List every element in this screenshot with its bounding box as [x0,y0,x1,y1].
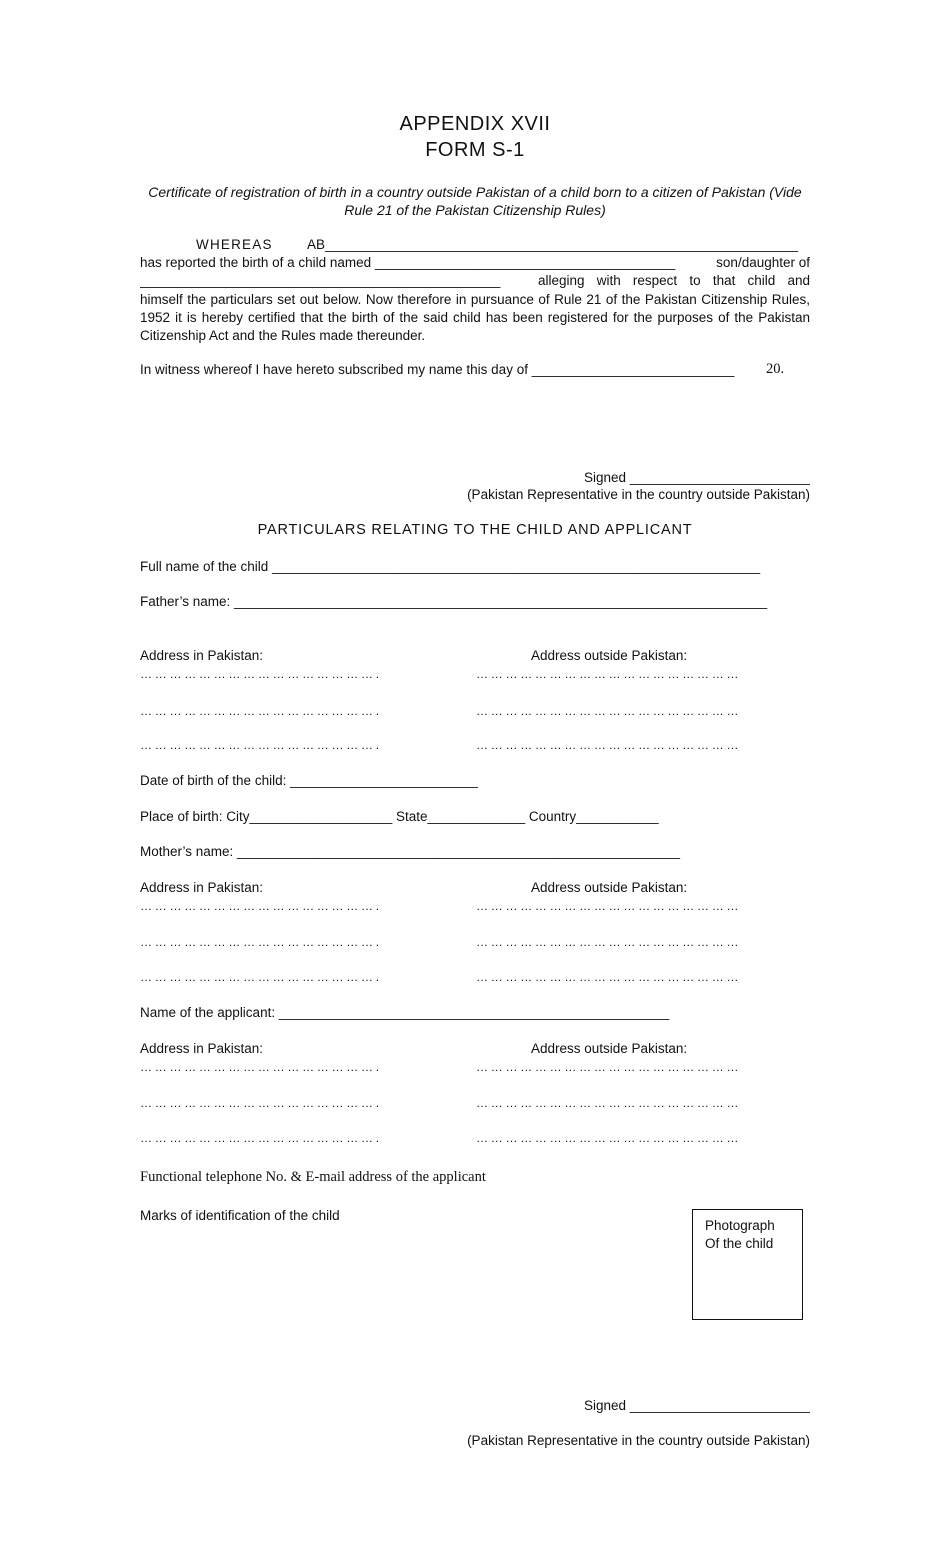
representative-label-bottom: (Pakistan Representative in the country outside Pakistan) [467,1433,810,1448]
son-daughter-label: son/daughter of [716,255,810,270]
particulars-heading: PARTICULARS RELATING TO THE CHILD AND APPLICANT [257,522,693,538]
father-address-outside-line-3[interactable]: … … … … … … … … … … … … … … … … … … [476,738,739,752]
father-name-field[interactable]: Father’s name: _______________________________________________________________________ [140,594,768,609]
witness-date-field[interactable]: In witness whereof I have hereto subscribed my name this day of ___________________________ [140,362,735,377]
mother-address-pakistan-line-2[interactable]: … … … … … … … … … … … … … … … … . [140,935,379,949]
applicant-address-outside-line-1[interactable]: … … … … … … … … … … … … … … … … … … [476,1060,739,1074]
applicant-address-outside-line-3[interactable]: … … … … … … … … … … … … … … … … … … [476,1131,739,1145]
father-address-pakistan-line-2[interactable]: … … … … … … … … … … … … … … … … . [140,704,379,718]
ab-field[interactable]: AB_______________________________________________________________ [307,237,799,252]
father-address-pakistan-line-3[interactable]: … … … … … … … … … … … … … … … … . [140,738,379,752]
mother-address-pakistan-label: Address in Pakistan: [140,880,264,895]
applicant-address-pakistan-line-3[interactable]: … … … … … … … … … … … … … … … … . [140,1131,379,1145]
whereas-label: WHEREAS [196,237,273,252]
father-address-pakistan-label: Address in Pakistan: [140,648,264,663]
father-address-outside-label: Address outside Pakistan: [531,648,688,663]
mother-address-pakistan-line-3[interactable]: … … … … … … … … … … … … … … … … . [140,970,379,984]
identification-marks-label: Marks of identification of the child [140,1208,340,1223]
certificate-body: himself the particulars set out below. Now therefore in pursuance of Rule 21 of the Pakistan Citizenship Rules, 1952 it is hereby certified that the birth of the said child has been registered for the purposes of the Pakistan Citizenship Act and the Rules made thereunder. [140,292,810,343]
mother-address-outside-line-3[interactable]: … … … … … … … … … … … … … … … … … … [476,970,739,984]
telephone-email-label: Functional telephone No. & E-mail address of the applicant [140,1169,486,1185]
applicant-name-field[interactable]: Name of the applicant: ____________________________________________________ [140,1005,670,1020]
child-photograph-box: Photograph Of the child [692,1209,803,1320]
representative-label-top: (Pakistan Representative in the country outside Pakistan) [467,487,810,502]
mother-address-outside-line-1[interactable]: … … … … … … … … … … … … … … … … … … [476,899,739,913]
father-address-outside-line-2[interactable]: … … … … … … … … … … … … … … … … … … [476,704,739,718]
mother-address-outside-line-2[interactable]: … … … … … … … … … … … … … … … … … … [476,935,739,949]
applicant-address-pakistan-line-2[interactable]: … … … … … … … … … … … … … … … … . [140,1096,379,1110]
applicant-address-outside-line-2[interactable]: … … … … … … … … … … … … … … … … … … [476,1096,739,1110]
child-named-field[interactable]: has reported the birth of a child named ________________________________________ [140,255,676,270]
signed-field-top[interactable]: Signed ________________________ [584,470,810,485]
alleging-text: alleging with respect to that child and [538,273,810,288]
signed-field-bottom[interactable]: Signed ________________________ [584,1398,810,1413]
form-subtitle: Certificate of registration of birth in a country outside Pakistan of a child born to a citizen of Pakistan (Vide Rule 21 of the Pakistan Citizenship Rules) [148,184,802,218]
place-of-birth-field[interactable]: Place of birth: City___________________ State_____________ Country___________ [140,809,659,824]
applicant-address-pakistan-line-1[interactable]: … … … … … … … … … … … … … … … … . [140,1060,379,1074]
year-label: 20. [766,361,785,377]
mother-address-outside-label: Address outside Pakistan: [531,880,688,895]
applicant-address-outside-label: Address outside Pakistan: [531,1041,688,1056]
mother-name-field[interactable]: Mother’s name: ___________________________________________________________ [140,844,681,859]
form-title: FORM S-1 [425,139,525,161]
father-address-pakistan-line-1[interactable]: … … … … … … … … … … … … … … … … . [140,667,379,681]
date-of-birth-field[interactable]: Date of birth of the child: _________________________ [140,773,478,788]
mother-address-pakistan-line-1[interactable]: … … … … … … … … … … … … … … … … . [140,899,379,913]
parent-field[interactable]: ________________________________________________ [140,273,501,288]
child-full-name-field[interactable]: Full name of the child _________________________________________________________________ [140,559,761,574]
appendix-title: APPENDIX XVII [399,113,551,135]
applicant-address-pakistan-label: Address in Pakistan: [140,1041,264,1056]
father-address-outside-line-1[interactable]: … … … … … … … … … … … … … … … … … … [476,667,739,681]
